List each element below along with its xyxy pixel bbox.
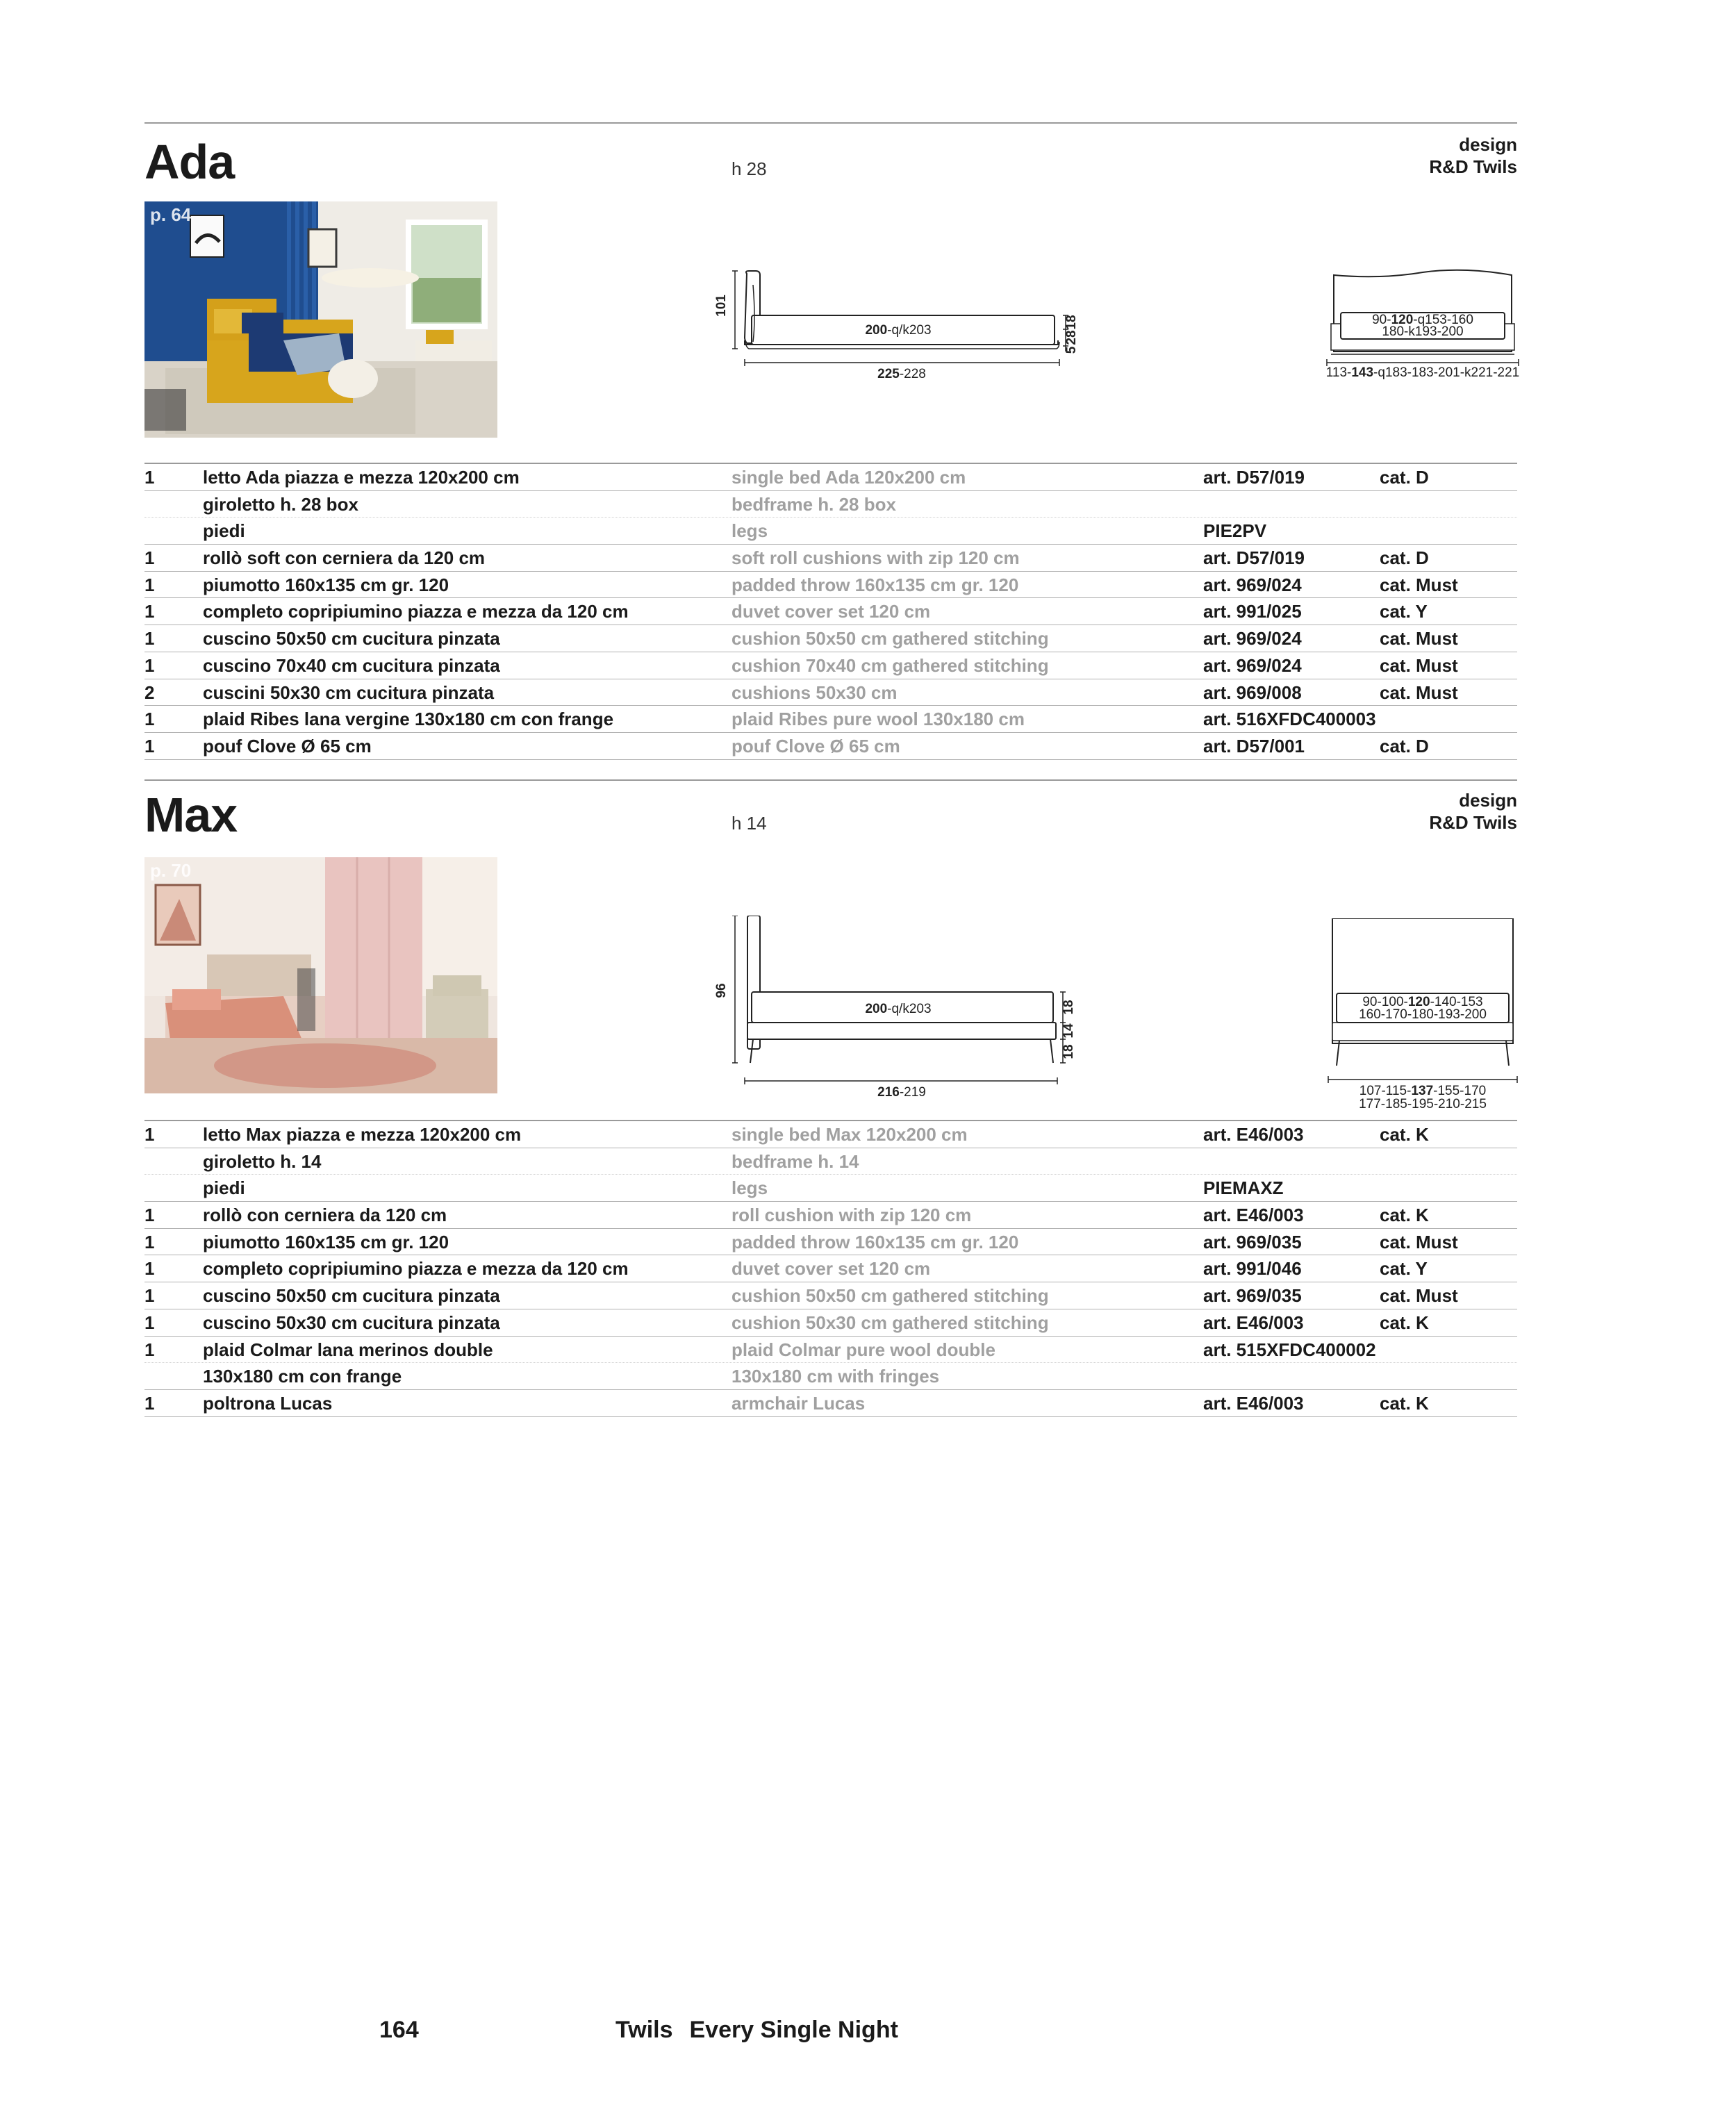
components-table (144, 1120, 1517, 1417)
design-label: design (1459, 134, 1517, 155)
table-row: 1 rollò con cerniera da 120 cm roll cushion with zip 120 cm art. E46/003 cat. K (144, 1202, 1517, 1229)
mattress-dimension: 200-q/k203 (865, 323, 932, 338)
table-row: 2 cuscini 50x30 cm cucitura pinzata cushions 50x30 cm art. 969/008 cat. Must (144, 679, 1517, 706)
table-row: 1 completo copripiumino piazza e mezza da 120 cm duvet cover set 120 cm art. 991/025 cat. Y (144, 598, 1517, 625)
product-section-max (144, 779, 1517, 1419)
page-number: 164 (379, 2017, 419, 2043)
table-row: piedi legs PIE2PV (144, 518, 1517, 545)
overall-width-dimension: 113-143-q183-183-201-k221-221 (1325, 365, 1520, 380)
dim-right-2: 14 (1061, 1023, 1076, 1039)
front-width-line-1: 90-120-q153-160 (1372, 313, 1473, 327)
side-height-label: 96 (714, 983, 729, 998)
table-row: 1 plaid Ribes lana vergine 130x180 cm con frange plaid Ribes pure wool 130x180 cm art. 516XFDC400003 (144, 706, 1517, 733)
front-width-line-1: 90-100-120-140-153 (1362, 995, 1483, 1009)
front-view-drawing (1325, 268, 1520, 435)
length-dimension: 216-219 (877, 1085, 926, 1100)
designer-name: R&D Twils (1429, 812, 1517, 833)
table-row: giroletto h. 14 bedframe h. 14 (144, 1148, 1517, 1175)
product-height: h 14 (731, 813, 767, 834)
product-section-ada (144, 122, 1520, 756)
table-row: 1 poltrona Lucas armchair Lucas art. E46/003 cat. K (144, 1390, 1517, 1417)
front-width-line-2: 180-k193-200 (1382, 324, 1464, 339)
front-view-drawing (1325, 918, 1520, 1120)
product-title: Max (144, 788, 238, 842)
table-row: 1 plaid Colmar lana merinos double plaid Colmar pure wool double art. 515XFDC400002 (144, 1337, 1517, 1364)
product-title: Ada (144, 135, 235, 189)
table-row: 1 cuscino 50x30 cm cucitura pinzata cushion 50x30 cm gathered stitching art. E46/003 cat. K (144, 1309, 1517, 1337)
components-table (144, 463, 1517, 760)
front-width-line-2: 160-170-180-193-200 (1359, 1007, 1487, 1022)
mattress-dimension: 200-q/k203 (865, 1002, 932, 1016)
section-divider (144, 122, 1517, 124)
dim-right-3: 5 (1064, 346, 1079, 354)
page-reference: p. 70 (150, 860, 192, 881)
dim-right-1: 18 (1064, 315, 1079, 330)
design-credit (1429, 789, 1517, 834)
length-dimension: 225-228 (877, 367, 926, 381)
product-height: h 28 (731, 158, 767, 179)
table-row: giroletto h. 28 box bedframe h. 28 box (144, 491, 1517, 518)
table-row: piedi legs PIEMAXZ (144, 1175, 1517, 1202)
table-row: 1 piumotto 160x135 cm gr. 120 padded throw 160x135 cm gr. 120 art. 969/024 cat. Must (144, 572, 1517, 599)
table-row: 1 letto Ada piazza e mezza 120x200 cm single bed Ada 120x200 cm art. D57/019 cat. D (144, 463, 1517, 491)
section-divider (144, 779, 1517, 781)
table-row: 1 letto Max piazza e mezza 120x200 cm single bed Max 120x200 cm art. E46/003 cat. K (144, 1120, 1517, 1148)
footer-brand (615, 2017, 898, 2044)
table-row: 1 piumotto 160x135 cm gr. 120 padded throw 160x135 cm gr. 120 art. 969/035 cat. Must (144, 1229, 1517, 1256)
overall-width-dimension-line-2: 177-185-195-210-215 (1359, 1097, 1487, 1111)
dim-right-1: 18 (1061, 1000, 1076, 1015)
side-height-label: 101 (714, 295, 729, 317)
product-photo (144, 857, 497, 1093)
table-row: 1 completo copripiumino piazza e mezza da 120 cm duvet cover set 120 cm art. 991/046 cat. Y (144, 1255, 1517, 1282)
page-reference: p. 64 (150, 204, 192, 225)
dim-right-2: 28 (1064, 330, 1079, 345)
table-row: 1 cuscino 50x50 cm cucitura pinzata cushion 50x50 cm gathered stitching art. 969/035 cat. Must (144, 1282, 1517, 1309)
table-row: 130x180 cm con frange 130x180 cm with fringes (144, 1363, 1517, 1390)
design-label: design (1459, 790, 1517, 811)
dim-right-3: 18 (1061, 1044, 1076, 1059)
brand-tagline: Every Single Night (689, 2017, 898, 2043)
table-row: 1 rollò soft con cerniera da 120 cm soft roll cushions with zip 120 cm art. D57/019 cat. D (144, 545, 1517, 572)
overall-width-dimension: 107-115-137-155-170 (1359, 1084, 1487, 1098)
product-photo (144, 201, 497, 438)
designer-name: R&D Twils (1429, 156, 1517, 177)
table-row: 1 pouf Clove Ø 65 cm pouf Clove Ø 65 cm art. D57/001 cat. D (144, 733, 1517, 760)
brand-name: Twils (615, 2017, 673, 2043)
table-row: 1 cuscino 70x40 cm cucitura pinzata cushion 70x40 cm gathered stitching art. 969/024 cat. Must (144, 652, 1517, 679)
table-row: 1 cuscino 50x50 cm cucitura pinzata cushion 50x50 cm gathered stitching art. 969/024 cat. Must (144, 625, 1517, 652)
design-credit (1429, 133, 1517, 178)
